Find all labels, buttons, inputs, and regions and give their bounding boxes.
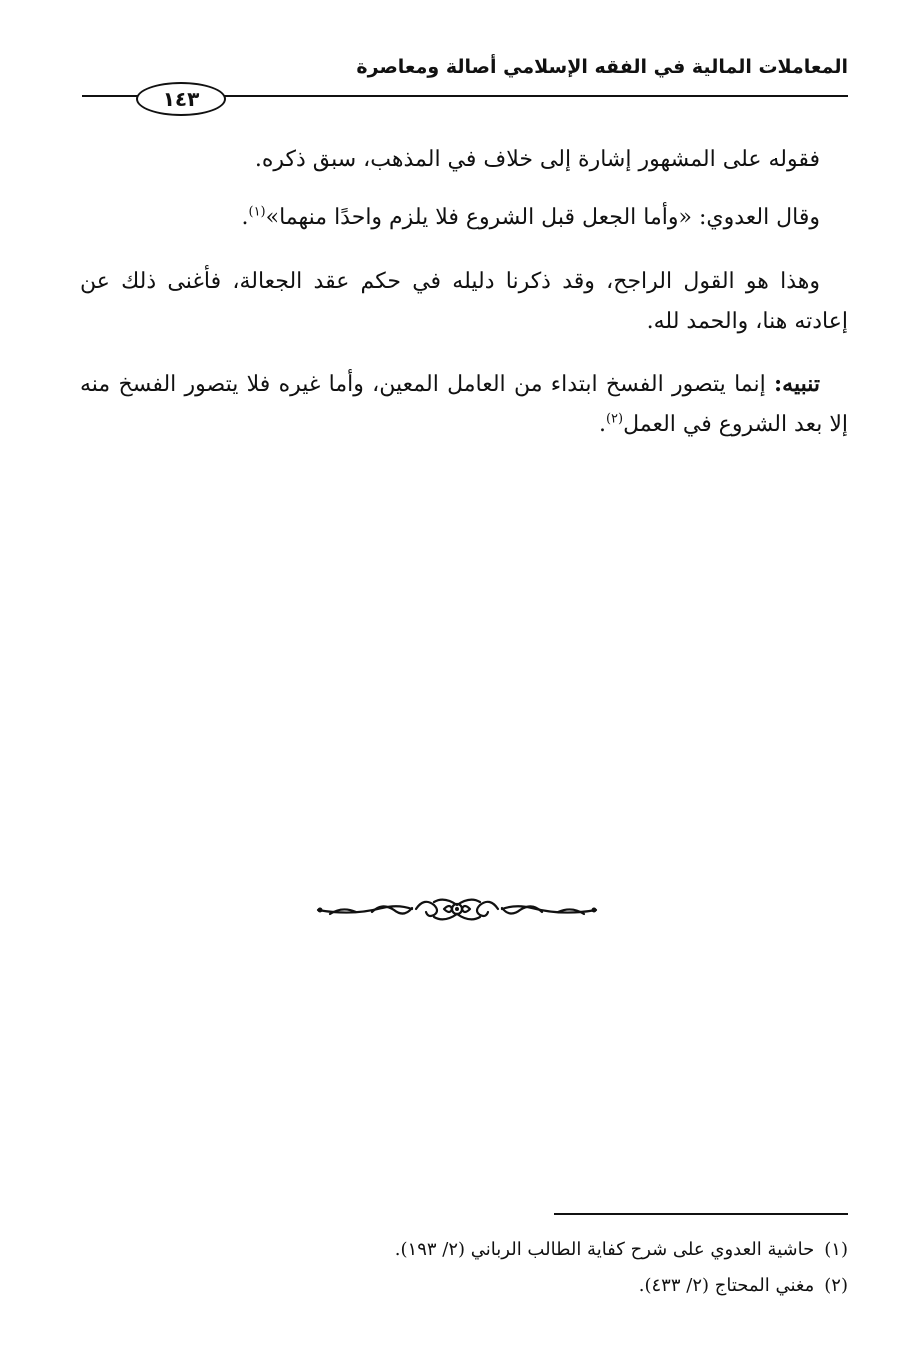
footnote-2 <box>80 1268 848 1304</box>
ornament-divider-icon <box>312 892 602 926</box>
paragraph-3: وهذا هو القول الراجح، وقد ذكرنا دليله في حكم عقد الجعالة، فأغنى ذلك عن إعادته هنا، والحمد لله. <box>80 269 848 334</box>
running-header-title: المعاملات المالية في الفقه الإسلامي أصالة ومعاصرة <box>356 56 848 78</box>
footnote-number: (١) <box>824 1239 848 1260</box>
paragraph-4 <box>80 364 848 445</box>
paragraph-2-text: وقال العدوي: «وأما الجعل قبل الشروع فلا يلزم واحدًا منهما» <box>265 205 820 230</box>
paragraph-2-end: . <box>241 205 249 230</box>
paragraph-4-end: . <box>598 412 606 437</box>
paragraph-2 <box>80 198 848 238</box>
footnotes <box>80 1232 848 1304</box>
footnote-ref-2[interactable]: (٢) <box>605 411 624 427</box>
paragraph-1: فقوله على المشهور إشارة إلى خلاف في المذهب، سبق ذكره. <box>254 147 820 172</box>
paragraph-4-text: إنما يتصور الفسخ ابتداء من العامل المعين، وأما غيره فلا يتصور الفسخ منه إلا بعد الشروع في العمل <box>80 372 848 437</box>
footnote-number: (٢) <box>824 1275 848 1296</box>
note-label: تنبيه: <box>774 371 820 397</box>
footnote-separator <box>554 1213 848 1215</box>
footnote-ref-1[interactable]: (١) <box>248 204 266 220</box>
footnote-text: مغني المحتاج (٢/ ٤٣٣). <box>638 1275 815 1296</box>
page-number: ١٤٣ <box>136 82 226 116</box>
footnote-text: حاشية العدوي على شرح كفاية الطالب الرباني (٢/ ١٩٣). <box>394 1239 815 1260</box>
footnote-1 <box>80 1232 848 1268</box>
body-text <box>80 140 848 464</box>
